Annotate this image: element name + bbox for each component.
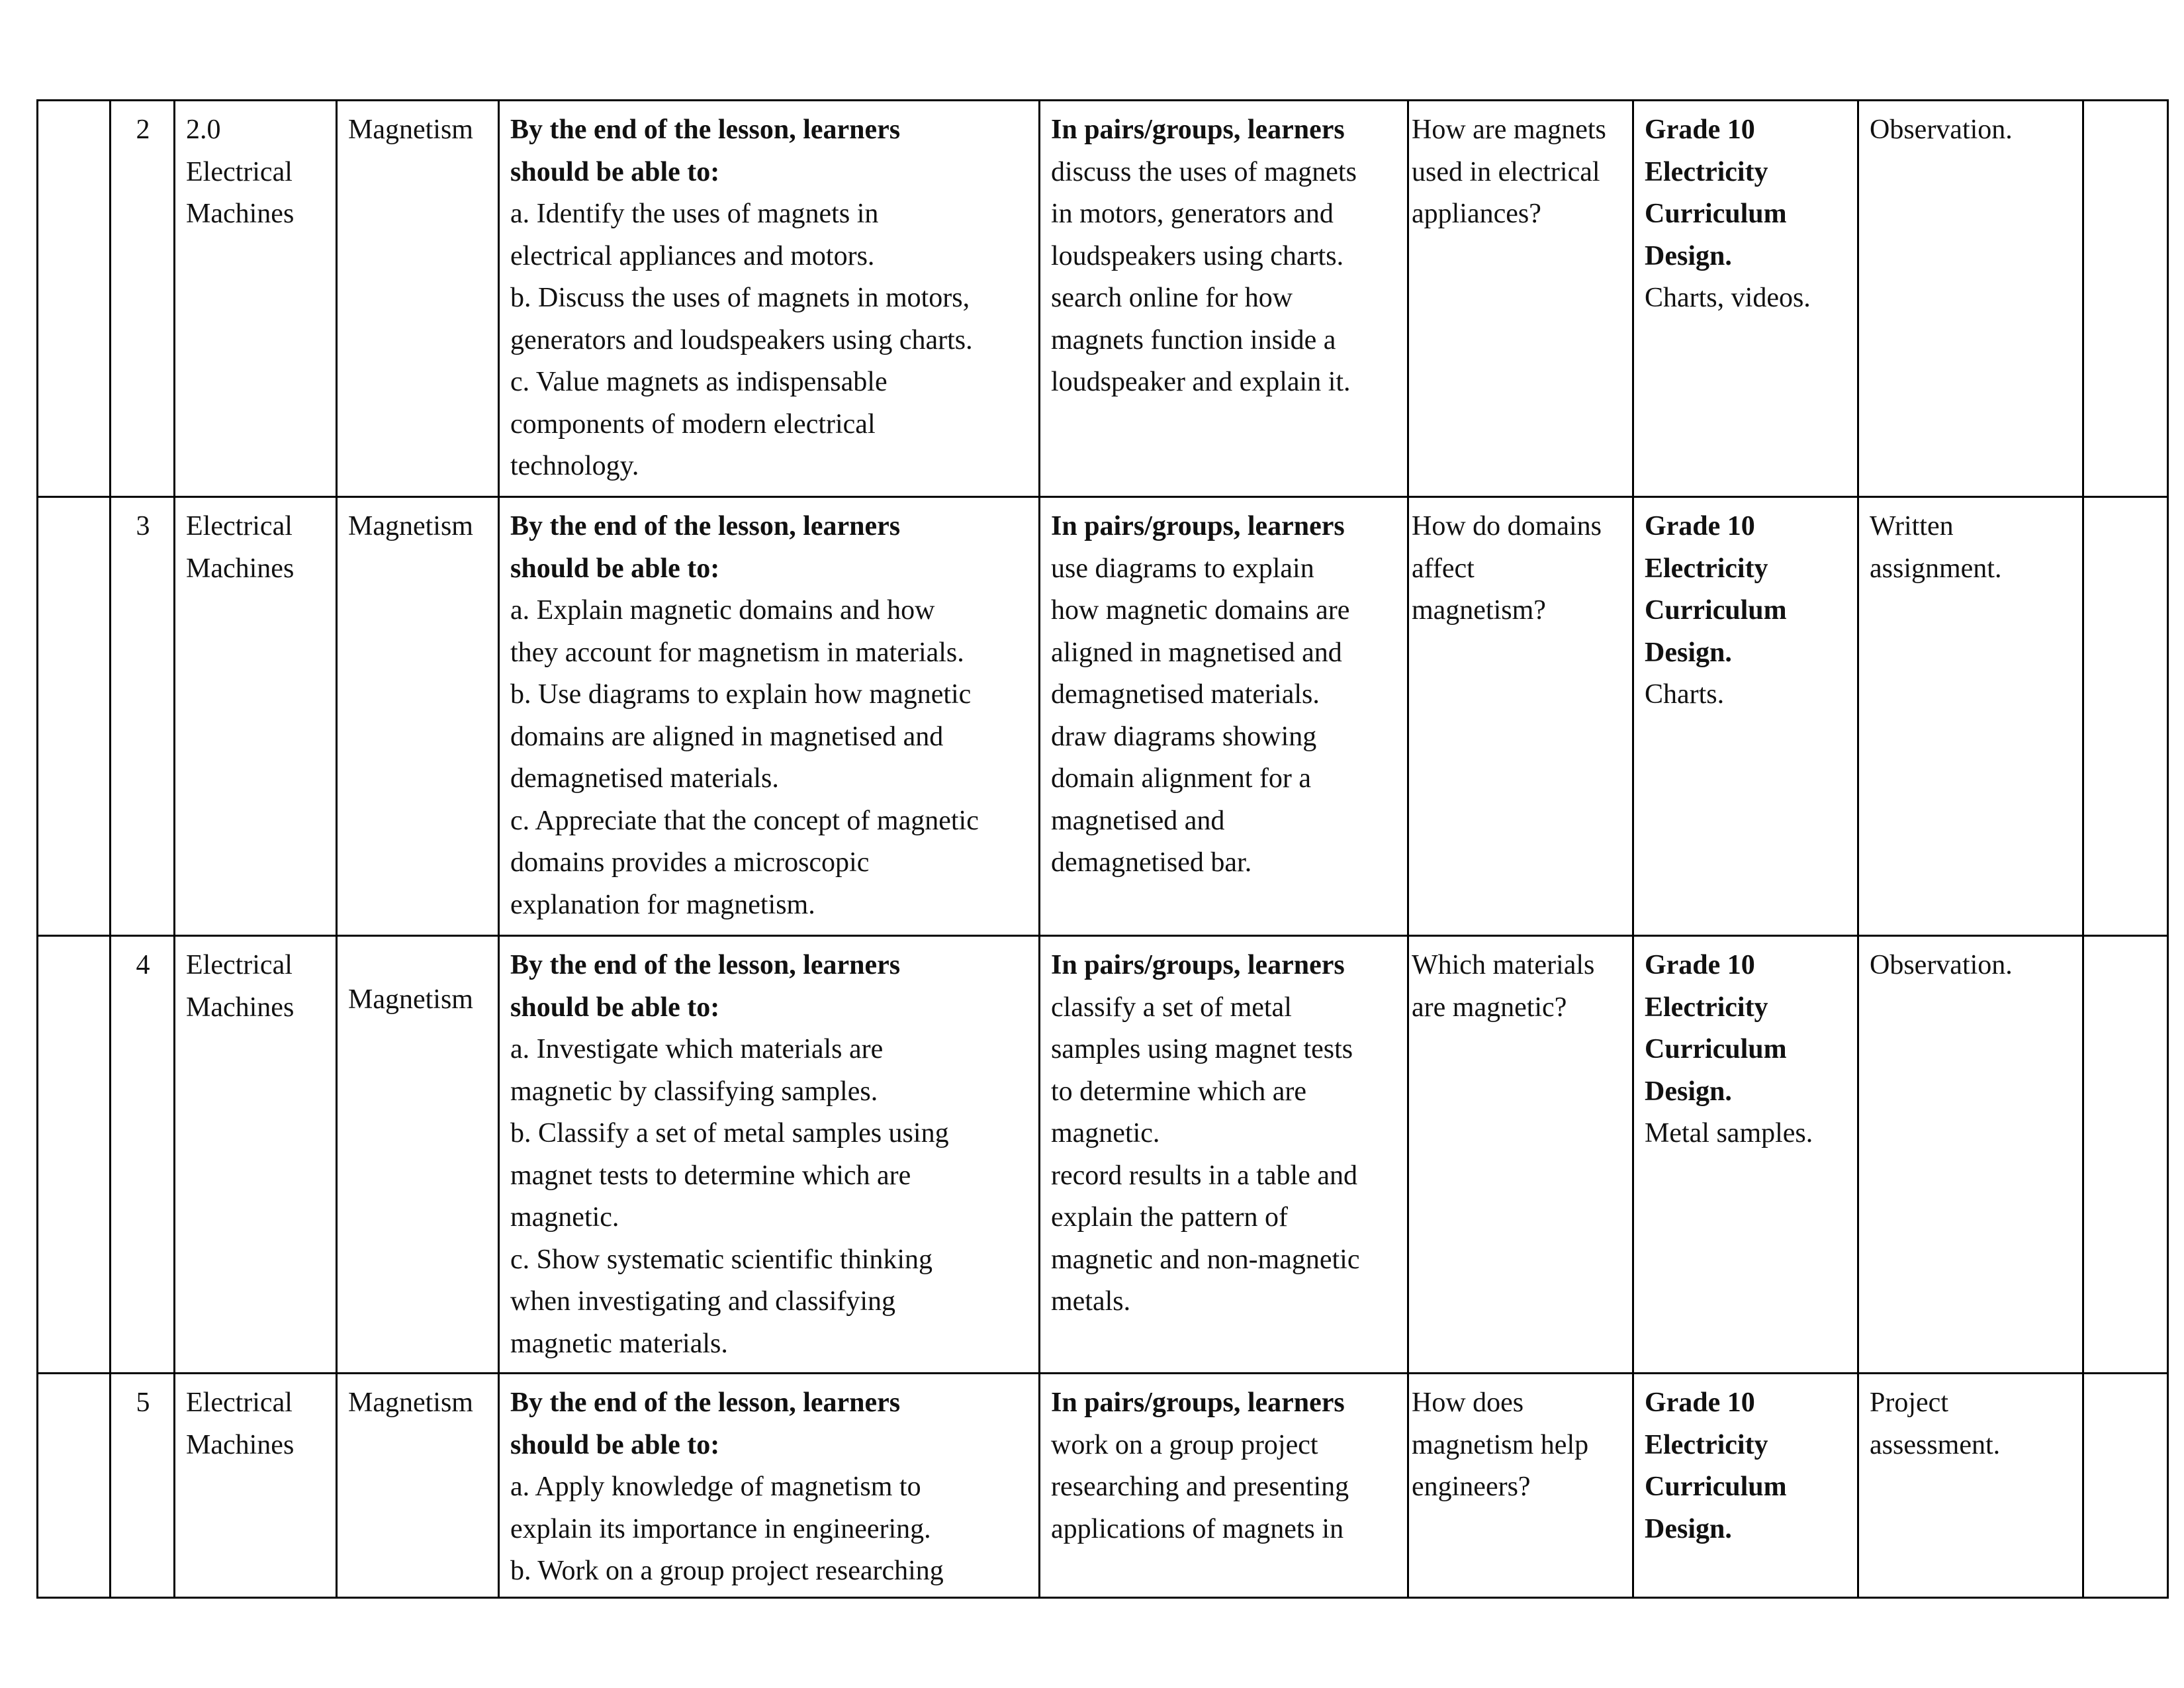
resource-bold-line: Curriculum	[1645, 1034, 1787, 1064]
outcome-line: b. Discuss the uses of magnets in motors,	[510, 283, 970, 313]
key-inquiry-cell	[1408, 1374, 1633, 1598]
key-inquiry-cell	[1408, 497, 1633, 936]
outcome-line: explain its importance in engineering.	[510, 1513, 931, 1544]
learning-experiences-cell	[1040, 101, 1408, 497]
experience-line: aligned in magnetised and	[1051, 637, 1342, 668]
outcome-line: magnetic.	[510, 1202, 619, 1233]
outcome-line: b. Classify a set of metal samples using	[510, 1118, 949, 1149]
outcomes-intro-line: should be able to:	[510, 553, 720, 584]
assessment-line: Observation.	[1870, 950, 2013, 980]
outcome-line: components of modern electrical	[510, 408, 876, 440]
experiences-intro-line: In pairs/groups, learners	[1051, 115, 1345, 145]
resource-bold-line: Grade 10	[1645, 511, 1755, 541]
strand-line: Electrical	[186, 950, 293, 980]
key-inquiry-cell	[1408, 936, 1633, 1374]
week-cell	[111, 497, 175, 936]
scheme-of-work-table	[36, 99, 2169, 1599]
experience-line: metals.	[1051, 1286, 1131, 1317]
resource-line: Charts.	[1645, 679, 1725, 710]
resource-bold-line: Grade 10	[1645, 115, 1755, 145]
outcomes-intro-line: By the end of the lesson, learners	[510, 115, 901, 145]
outcome-line: they account for magnetism in materials.	[510, 637, 964, 668]
remarks-cell	[2083, 101, 2168, 497]
strand-line: Machines	[186, 553, 295, 584]
experience-line: samples using magnet tests	[1051, 1034, 1353, 1064]
outcomes-intro-line: should be able to:	[510, 1429, 720, 1460]
outcome-line: magnet tests to determine which are	[510, 1160, 911, 1191]
strand-line: 2.0	[186, 115, 221, 145]
learning-outcomes-cell	[499, 1374, 1040, 1598]
outcomes-intro-line: By the end of the lesson, learners	[510, 950, 901, 980]
table-row	[38, 936, 2168, 1374]
outcome-line: magnetic materials.	[510, 1328, 728, 1359]
experience-line: demagnetised bar.	[1051, 847, 1252, 878]
outcome-line: magnetic by classifying samples.	[510, 1076, 878, 1107]
experience-line: to determine which are	[1051, 1076, 1306, 1107]
experience-line: demagnetised materials.	[1051, 679, 1320, 710]
experience-line: classify a set of metal	[1051, 992, 1292, 1023]
outcomes-intro-line: By the end of the lesson, learners	[510, 511, 901, 541]
experience-line: in motors, generators and	[1051, 199, 1334, 229]
learning-experiences-cell	[1040, 936, 1408, 1374]
assessment-cell	[1858, 936, 2083, 1374]
assessment-line: Project	[1870, 1387, 1948, 1418]
resource-bold-line: Electricity	[1645, 992, 1768, 1023]
outcome-line: demagnetised materials.	[510, 763, 779, 794]
assessment-cell	[1858, 1374, 2083, 1598]
experience-line: loudspeaker and explain it.	[1051, 367, 1351, 397]
inquiry-line: appliances?	[1412, 199, 1541, 229]
table-row	[38, 101, 2168, 497]
lesson-cell	[38, 497, 111, 936]
outcome-line: a. Investigate which materials are	[510, 1034, 884, 1064]
outcome-line: explanation for magnetism.	[510, 889, 815, 920]
week-cell	[111, 936, 175, 1374]
substrand-cell	[337, 497, 499, 936]
substrand-text: Magnetism	[348, 1387, 473, 1418]
learning-outcomes-cell	[499, 101, 1040, 497]
experience-line: magnetised and	[1051, 805, 1225, 836]
substrand-offset	[348, 945, 488, 979]
strand-line: Electrical	[186, 511, 293, 541]
remarks-cell	[2083, 936, 2168, 1374]
table-body	[38, 101, 2168, 1598]
inquiry-line: How are magnets	[1412, 115, 1606, 145]
experience-line: record results in a table and	[1051, 1160, 1357, 1191]
outcomes-intro-line: should be able to:	[510, 156, 720, 187]
inquiry-line: used in electrical	[1412, 156, 1600, 187]
resource-bold-line: Curriculum	[1645, 199, 1787, 229]
strand-cell	[175, 101, 337, 497]
strand-cell	[175, 497, 337, 936]
outcome-line: domains are aligned in magnetised and	[510, 721, 944, 752]
assessment-line: Observation.	[1870, 115, 2013, 145]
learning-resources-cell	[1633, 497, 1858, 936]
outcome-line: c. Appreciate that the concept of magnetic	[510, 805, 979, 836]
week-number: 4	[136, 950, 150, 980]
assessment-cell	[1858, 101, 2083, 497]
assessment-cell	[1858, 497, 2083, 936]
resource-bold-line: Electricity	[1645, 553, 1768, 584]
resource-bold-line: Design.	[1645, 240, 1732, 271]
strand-cell	[175, 1374, 337, 1598]
outcome-line: c. Show systematic scientific thinking	[510, 1244, 933, 1275]
assessment-line: assessment.	[1870, 1429, 2001, 1460]
experience-line: domain alignment for a	[1051, 763, 1312, 794]
table-row	[38, 497, 2168, 936]
experience-line: work on a group project	[1051, 1429, 1318, 1460]
assessment-line: assignment.	[1870, 553, 2002, 584]
assessment-line: Written	[1870, 511, 1954, 541]
experience-line: applications of magnets in	[1051, 1513, 1344, 1544]
learning-outcomes-cell	[499, 936, 1040, 1374]
experience-line: magnetic and non-magnetic	[1051, 1244, 1360, 1275]
week-cell	[111, 101, 175, 497]
resource-bold-line: Grade 10	[1645, 1387, 1755, 1418]
resource-bold-line: Design.	[1645, 637, 1732, 668]
experience-line: search online for how	[1051, 283, 1293, 313]
outcome-line: domains provides a microscopic	[510, 847, 870, 878]
experiences-intro-line: In pairs/groups, learners	[1051, 511, 1345, 541]
week-cell	[111, 1374, 175, 1598]
strand-line: Machines	[186, 992, 295, 1023]
learning-outcomes-cell	[499, 497, 1040, 936]
inquiry-line: are magnetic?	[1412, 992, 1567, 1023]
experience-line: magnetic.	[1051, 1118, 1160, 1149]
outcome-line: a. Identify the uses of magnets in	[510, 199, 879, 229]
inquiry-line: Which materials	[1412, 950, 1595, 980]
remarks-cell	[2083, 497, 2168, 936]
experiences-intro-line: In pairs/groups, learners	[1051, 1387, 1345, 1418]
experiences-intro-line: In pairs/groups, learners	[1051, 950, 1345, 980]
substrand-text: Magnetism	[348, 115, 473, 145]
outcome-line: b. Work on a group project researching	[510, 1556, 944, 1586]
inquiry-line: How does	[1412, 1387, 1524, 1418]
outcome-line: b. Use diagrams to explain how magnetic	[510, 679, 972, 710]
learning-resources-cell	[1633, 936, 1858, 1374]
substrand-cell	[337, 936, 499, 1374]
inquiry-line: magnetism help	[1412, 1429, 1589, 1460]
table-row	[38, 1374, 2168, 1598]
outcomes-intro-line: should be able to:	[510, 992, 720, 1023]
remarks-cell	[2083, 1374, 2168, 1598]
substrand-text: Magnetism	[348, 511, 473, 541]
substrand-cell	[337, 1374, 499, 1598]
strand-line: Machines	[186, 1429, 295, 1460]
outcome-line: electrical appliances and motors.	[510, 240, 875, 271]
inquiry-line: How do domains	[1412, 511, 1602, 541]
resource-bold-line: Grade 10	[1645, 950, 1755, 980]
learning-experiences-cell	[1040, 497, 1408, 936]
outcome-line: when investigating and classifying	[510, 1286, 896, 1317]
week-number: 5	[136, 1387, 150, 1418]
learning-experiences-cell	[1040, 1374, 1408, 1598]
outcome-line: c. Value magnets as indispensable	[510, 367, 887, 397]
substrand-cell	[337, 101, 499, 497]
experience-line: how magnetic domains are	[1051, 595, 1350, 626]
experience-line: explain the pattern of	[1051, 1202, 1289, 1233]
resource-bold-line: Design.	[1645, 1513, 1732, 1544]
substrand-text: Magnetism	[348, 984, 473, 1015]
key-inquiry-cell	[1408, 101, 1633, 497]
inquiry-line: magnetism?	[1412, 595, 1546, 626]
learning-resources-cell	[1633, 1374, 1858, 1598]
experience-line: use diagrams to explain	[1051, 553, 1314, 584]
lesson-cell	[38, 101, 111, 497]
strand-line: Electrical	[186, 1387, 293, 1418]
resource-bold-line: Electricity	[1645, 156, 1768, 187]
strand-line: Electrical	[186, 156, 293, 187]
resource-bold-line: Design.	[1645, 1076, 1732, 1107]
experience-line: researching and presenting	[1051, 1472, 1349, 1502]
outcome-line: technology.	[510, 451, 639, 481]
outcome-line: generators and loudspeakers using charts.	[510, 324, 973, 355]
experience-line: draw diagrams showing	[1051, 721, 1317, 752]
resource-bold-line: Electricity	[1645, 1429, 1768, 1460]
resource-line: Charts, videos.	[1645, 283, 1811, 313]
outcome-line: a. Apply knowledge of magnetism to	[510, 1472, 921, 1502]
week-number: 3	[136, 511, 150, 541]
experience-line: magnets function inside a	[1051, 324, 1336, 355]
outcome-line: a. Explain magnetic domains and how	[510, 595, 935, 626]
strand-line: Machines	[186, 199, 295, 229]
lesson-cell	[38, 1374, 111, 1598]
resource-line: Metal samples.	[1645, 1118, 1813, 1149]
lesson-cell	[38, 936, 111, 1374]
week-number: 2	[136, 115, 150, 145]
resource-bold-line: Curriculum	[1645, 1472, 1787, 1502]
learning-resources-cell	[1633, 101, 1858, 497]
outcomes-intro-line: By the end of the lesson, learners	[510, 1387, 901, 1418]
inquiry-line: affect	[1412, 553, 1475, 584]
experience-line: discuss the uses of magnets	[1051, 156, 1357, 187]
experience-line: loudspeakers using charts.	[1051, 240, 1344, 271]
resource-bold-line: Curriculum	[1645, 595, 1787, 626]
strand-cell	[175, 936, 337, 1374]
inquiry-line: engineers?	[1412, 1472, 1531, 1502]
